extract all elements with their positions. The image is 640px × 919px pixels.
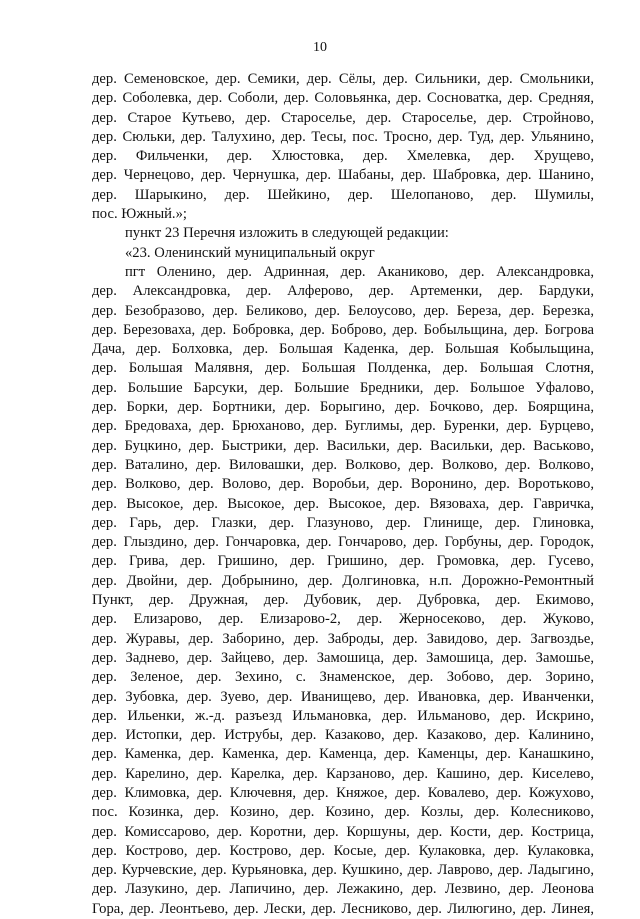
text-line: дер. Ваталино, дер. Виловашки, дер. Волково, дер. Волково, дер. Волково,	[92, 456, 594, 473]
text-line: дер. Елизарово, дер. Елизарово-2, дер. Жерносеково, дер. Жуково,	[92, 611, 594, 628]
text-line: дер. Соболевка, дер. Соболи, дер. Соловьянка, дер. Сосноватка, дер. Средняя,	[92, 90, 594, 107]
text-line: дер. Большая Малявня, дер. Большая Полденка, дер. Большая Слотня,	[92, 360, 594, 377]
text-line: дер. Курчевские, дер. Курьяновка, дер. Кушкино, дер. Лаврово, дер. Ладыгино,	[92, 862, 594, 879]
text-line: дер. Семеновское, дер. Семики, дер. Сёлы, дер. Сильники, дер. Смольники,	[92, 71, 594, 87]
text-line: дер. Чернецово, дер. Чернушка, дер. Шабаны, дер. Шабровка, дер. Шанино,	[92, 167, 594, 184]
text-line: дер. Буцкино, дер. Быстрики, дер. Васильки, дер. Васильки, дер. Васьково,	[92, 437, 594, 454]
text-line: пос. Козинка, дер. Козино, дер. Козино, дер. Козлы, дер. Колесниково,	[92, 804, 594, 821]
text-line: дер. Каменка, дер. Каменка, дер. Каменца, дер. Каменцы, дер. Канашкино,	[92, 746, 594, 763]
text-line: дер. Высокое, дер. Высокое, дер. Высокое, дер. Вязоваха, дер. Гавричка,	[92, 495, 594, 512]
text-line: дер. Двойни, дер. Добрынино, дер. Долгиновка, н.п. Дорожно-Ремонтный	[92, 572, 594, 589]
text-line: дер. Гарь, дер. Глазки, дер. Глазуново, дер. Глинище, дер. Глиновка,	[92, 514, 594, 531]
text-line: дер. Борки, дер. Бортники, дер. Борыгино, дер. Бочково, дер. Боярщина,	[92, 399, 594, 416]
text-line: дер. Сюльки, дер. Талухино, дер. Тесы, пос. Тросно, дер. Туд, дер. Ульянино,	[92, 128, 594, 145]
document-body	[92, 70, 594, 919]
text-line: «23. Оленинский муниципальный округ	[125, 244, 375, 261]
text-line: дер. Климовка, дер. Ключевня, дер. Княжое, дер. Ковалево, дер. Кожухово,	[92, 784, 594, 801]
text-line: дер. Глыздино, дер. Гончаровка, дер. Гончарово, дер. Горбуны, дер. Городок,	[92, 534, 594, 551]
text-line: Пункт, дер. Дружная, дер. Дубовик, дер. Дубровка, дер. Екимово,	[92, 592, 594, 609]
paragraph-p4	[92, 263, 594, 919]
text-line: дер. Безобразово, дер. Беликово, дер. Белоусово, дер. Береза, дер. Березка,	[92, 302, 594, 319]
text-line: пос. Южный.»;	[92, 206, 187, 223]
text-line: дер. Старое Кутьево, дер. Староселье, дер. Староселье, дер. Стройново,	[92, 109, 594, 126]
paragraph-p2	[92, 224, 594, 243]
text-line: дер. Большие Барсуки, дер. Большие Бредники, дер. Большое Уфалово,	[92, 379, 594, 396]
text-line: пгт Оленино, дер. Адринная, дер. Аканиково, дер. Александровка,	[125, 263, 594, 280]
text-line: дер. Лазукино, дер. Лапичино, дер. Лежакино, дер. Лезвино, дер. Леонова	[92, 881, 594, 898]
text-line: пункт 23 Перечня изложить в следующей редакции:	[125, 225, 449, 242]
paragraph-p3	[92, 244, 594, 263]
text-line: дер. Кострово, дер. Кострово, дер. Косые, дер. Кулаковка, дер. Кулаковка,	[92, 842, 594, 859]
text-line: дер. Журавы, дер. Заборино, дер. Заброды, дер. Завидово, дер. Загвоздье,	[92, 630, 594, 647]
text-line: Дача, дер. Болховка, дер. Большая Каденка, дер. Большая Кобыльщина,	[92, 341, 594, 358]
text-line: дер. Комиссарово, дер. Коротни, дер. Коршуны, дер. Кости, дер. Кострица,	[92, 823, 594, 840]
text-line: дер. Зеленое, дер. Зехино, с. Знаменское, дер. Зобово, дер. Зорино,	[92, 669, 594, 686]
text-line: дер. Грива, дер. Гришино, дер. Гришино, дер. Громовка, дер. Гусево,	[92, 553, 594, 570]
text-line: дер. Бредоваха, дер. Брюханово, дер. Буглимы, дер. Буренки, дер. Бурцево,	[92, 418, 594, 435]
text-line: дер. Ильенки, ж.-д. разъезд Ильмановка, дер. Ильманово, дер. Искрино,	[92, 707, 594, 724]
text-line: дер. Карелино, дер. Карелка, дер. Карзаново, дер. Кашино, дер. Киселево,	[92, 765, 594, 782]
paragraph-p1	[92, 70, 594, 224]
text-line: дер. Зубовка, дер. Зуево, дер. Иванищево, дер. Ивановка, дер. Иванченки,	[92, 688, 594, 705]
text-line: Гора, дер. Леонтьево, дер. Лески, дер. Лесниково, дер. Лилюгино, дер. Линея,	[92, 900, 594, 917]
page-number: 10	[313, 40, 327, 55]
text-line: дер. Александровка, дер. Алферово, дер. Артеменки, дер. Бардуки,	[92, 283, 594, 300]
text-line: дер. Шарыкино, дер. Шейкино, дер. Шелопаново, дер. Шумилы,	[92, 186, 594, 203]
text-line: дер. Волково, дер. Волово, дер. Воробьи, дер. Воронино, дер. Воротьково,	[92, 476, 594, 493]
text-line: дер. Фильченки, дер. Хлюстовка, дер. Хмелевка, дер. Хрущево,	[92, 148, 594, 165]
text-line: дер. Березоваха, дер. Бобровка, дер. Боброво, дер. Бобыльщина, дер. Богрова	[92, 321, 594, 338]
text-line: дер. Заднево, дер. Зайцево, дер. Замошица, дер. Замошица, дер. Замошье,	[92, 649, 594, 666]
text-line: дер. Истопки, дер. Иструбы, дер. Казаково, дер. Казаково, дер. Калинино,	[92, 727, 594, 744]
